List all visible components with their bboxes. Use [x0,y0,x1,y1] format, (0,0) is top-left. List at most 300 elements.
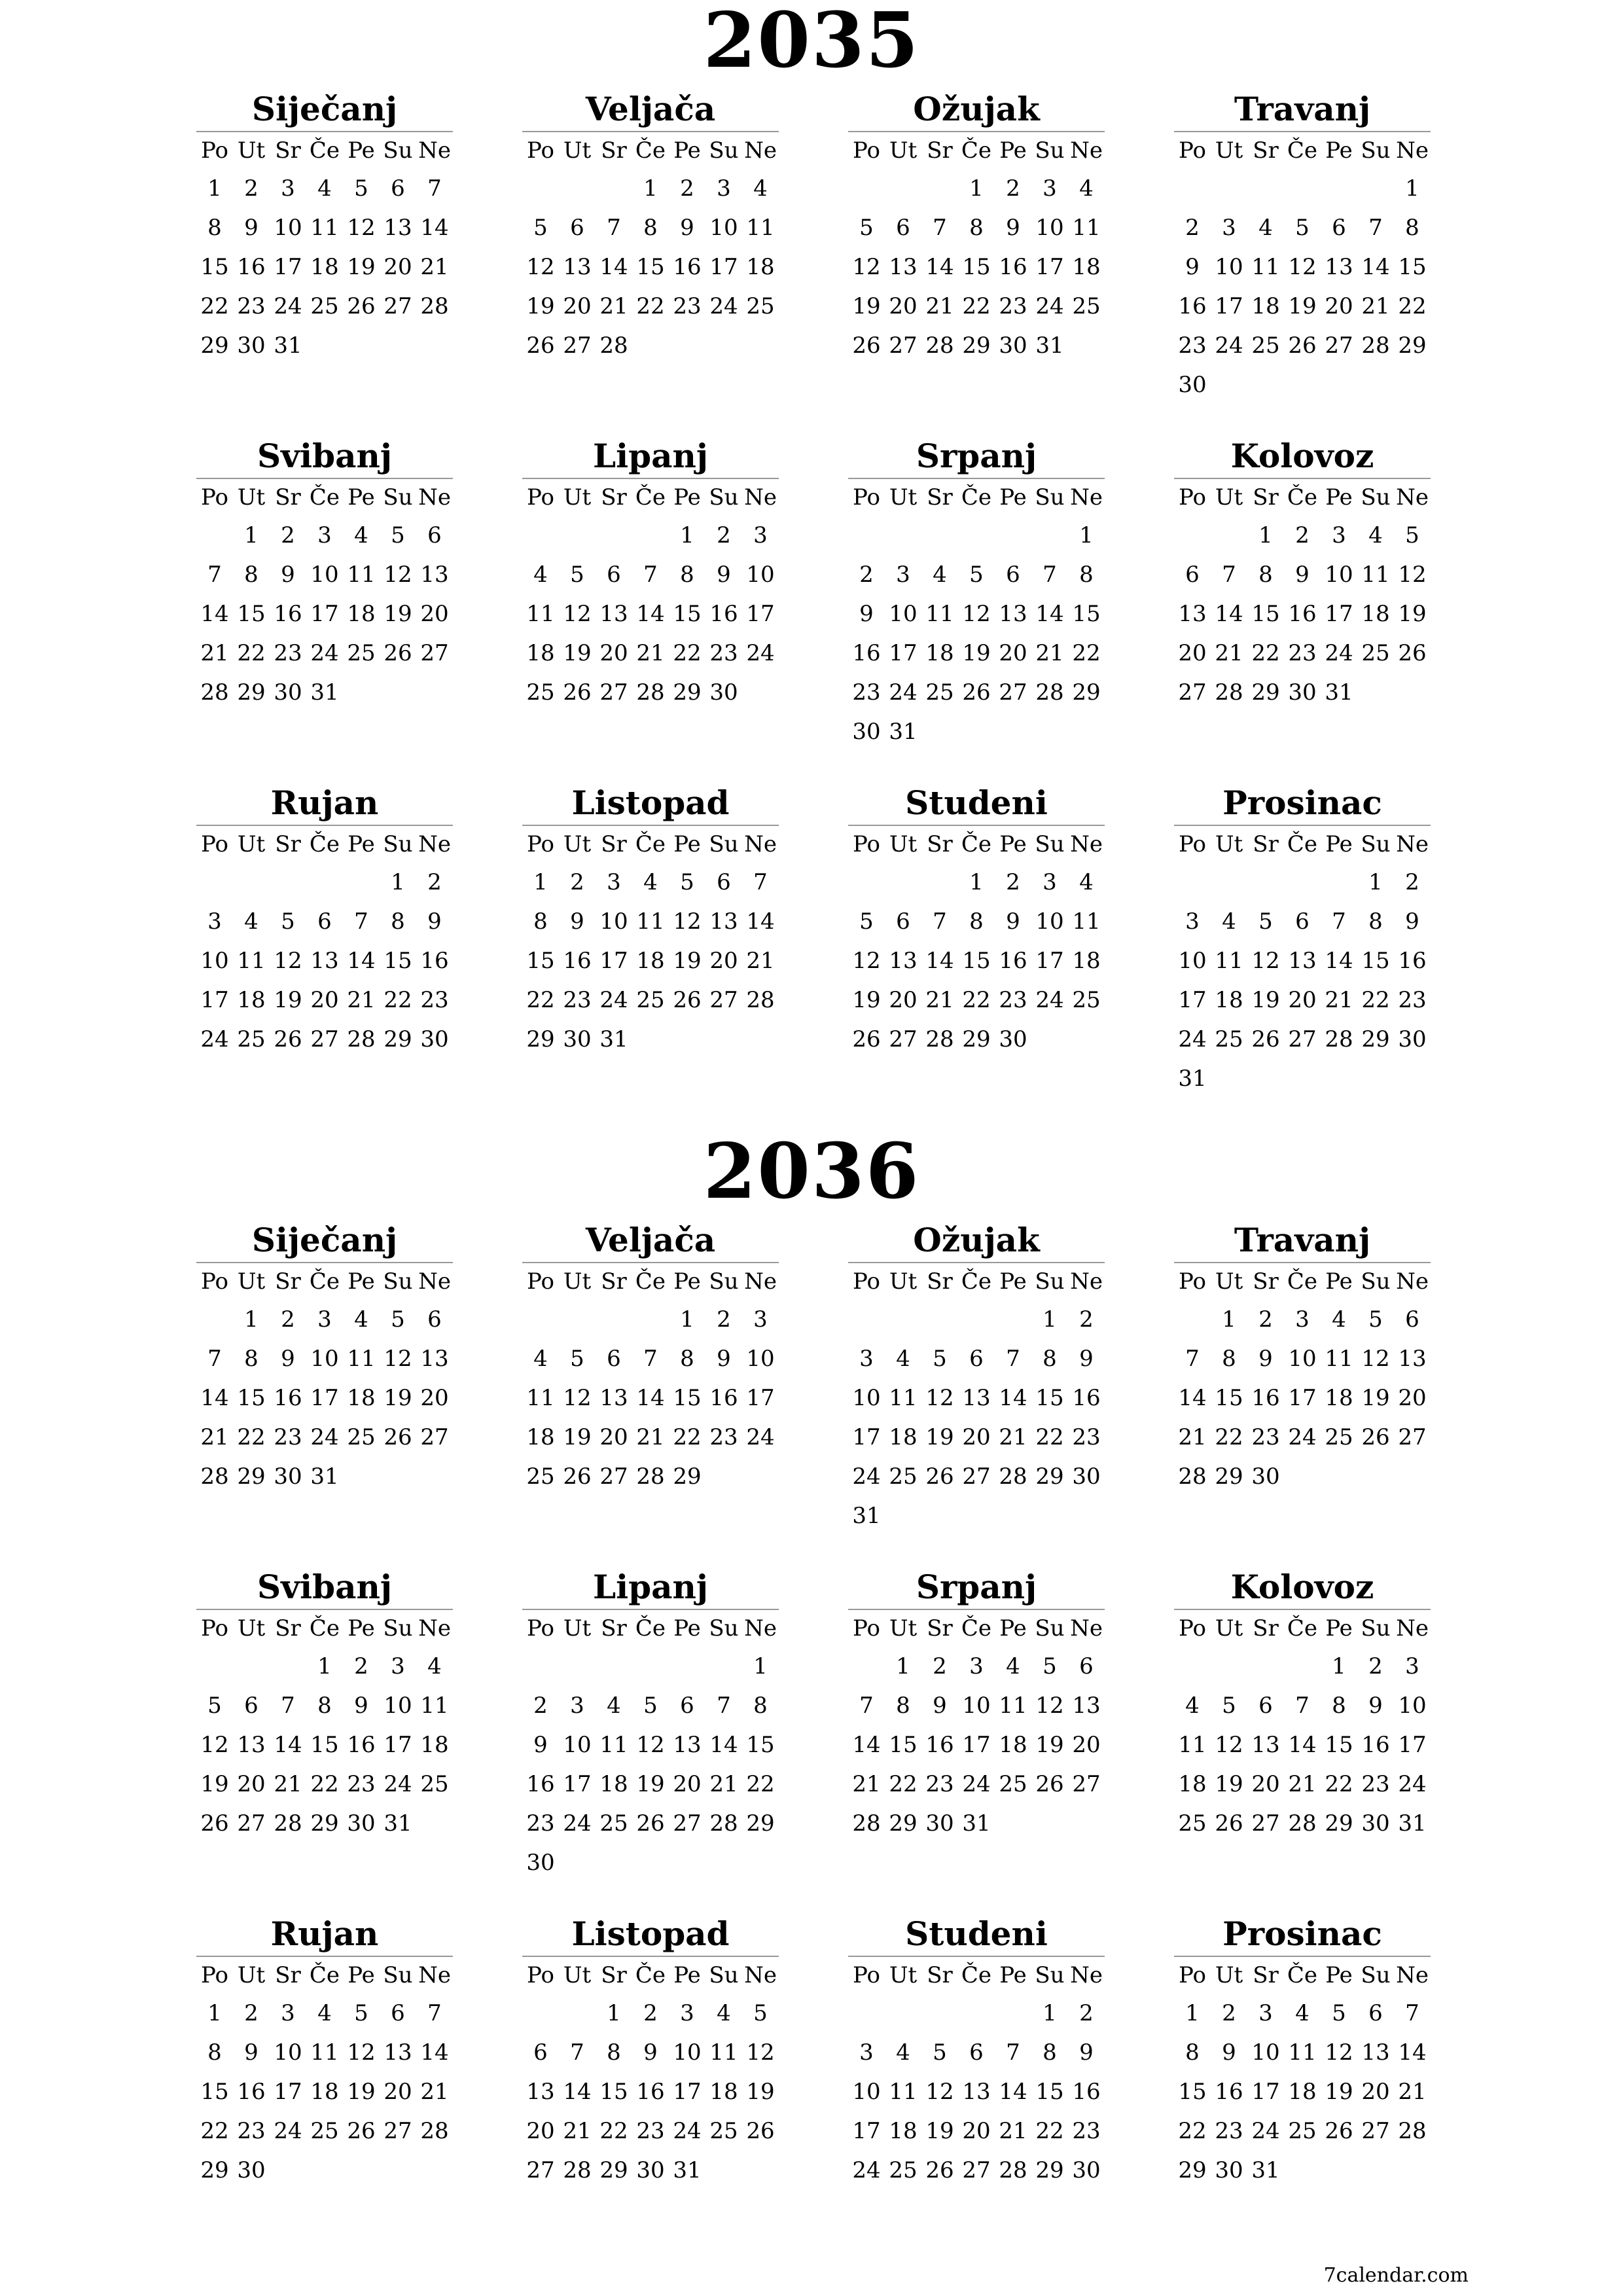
day-number: 6 [317,908,332,935]
day-number: 28 [1288,1810,1317,1837]
day-number: 19 [563,1424,592,1450]
day-number: 6 [1295,908,1310,935]
day-number: 16 [237,254,266,280]
day-number: 9 [244,2039,259,2066]
weekday-label: Ne [744,1268,777,1295]
weekday-label: Ut [237,484,266,511]
day-grid [196,516,453,712]
day-number: 1 [1043,2000,1057,2026]
day-number: 9 [1295,562,1310,588]
day-number: 7 [207,562,222,588]
weekday-label: Sr [275,1962,301,1988]
weekday-label: Ut [563,1268,592,1295]
day-grid [1174,1994,1431,2190]
day-number: 22 [237,1424,266,1450]
day-number: 3 [859,2039,874,2066]
day-number: 23 [1398,987,1427,1013]
day-number: 20 [237,1771,266,1797]
weekday-label: Ut [237,137,266,164]
day-number: 20 [599,1424,628,1450]
day-number: 25 [599,1810,628,1837]
day-number: 24 [310,1424,339,1450]
weekday-label: Pe [348,831,375,857]
day-number: 1 [207,175,222,202]
day-number: 27 [889,1026,918,1052]
day-number: 20 [709,948,738,974]
day-grid [522,169,779,365]
day-number: 21 [1288,1771,1317,1797]
weekday-label: Pe [1325,137,1353,164]
day-number: 16 [420,948,449,974]
day-number: 15 [962,254,991,280]
day-number: 24 [962,1771,991,1797]
day-number: 14 [563,2079,592,2105]
weekday-label: Su [709,1615,739,1641]
day-number: 18 [1178,1771,1207,1797]
day-number: 12 [1251,948,1280,974]
day-number: 20 [889,293,918,319]
day-number: 1 [969,175,984,202]
weekday-label: Pe [348,1268,375,1295]
day-number: 10 [1288,1346,1317,1372]
day-number: 16 [274,601,302,627]
month-name: Veljača [585,1221,716,1259]
day-number: 25 [1251,332,1280,359]
day-number: 25 [237,1026,266,1052]
day-number: 3 [1185,908,1200,935]
day-number: 14 [347,948,376,974]
day-number: 22 [889,1771,918,1797]
day-number: 29 [1325,1810,1353,1837]
weekday-label: Ut [237,1615,266,1641]
day-number: 26 [383,1424,412,1450]
day-number: 31 [1398,1810,1427,1837]
day-number: 4 [1222,908,1236,935]
day-number: 17 [383,1732,412,1758]
day-number: 1 [207,2000,222,2026]
day-number: 22 [200,293,229,319]
weekday-label: Če [1287,1268,1318,1295]
day-number: 24 [599,987,628,1013]
day-number: 31 [599,1026,628,1052]
day-number: 19 [347,254,376,280]
day-number: 8 [1222,1346,1236,1372]
day-grid [196,1647,453,1843]
month-3 [848,1219,1105,1566]
day-number: 26 [1325,2118,1353,2144]
day-number: 26 [852,332,881,359]
day-number: 2 [427,869,442,895]
day-number: 23 [1072,2118,1101,2144]
day-number: 15 [200,2079,229,2105]
day-number: 8 [969,215,984,241]
day-number: 21 [925,293,954,319]
day-number: 11 [420,1693,449,1719]
day-number: 24 [1178,1026,1207,1052]
day-number: 25 [636,987,665,1013]
month-9 [196,1912,453,2259]
day-number: 30 [420,1026,449,1052]
day-number: 5 [1332,2000,1346,2026]
day-number: 25 [420,1771,449,1797]
day-number: 2 [1258,1306,1273,1333]
day-number: 26 [1035,1771,1064,1797]
weekday-label: Sr [1253,1962,1279,1988]
day-number: 17 [1398,1732,1427,1758]
day-number: 24 [274,2118,302,2144]
day-number: 6 [969,2039,984,2066]
day-number: 18 [310,2079,339,2105]
day-number: 17 [852,2118,881,2144]
day-number: 19 [962,640,991,666]
day-number: 10 [310,562,339,588]
day-number: 16 [709,1385,738,1411]
day-number: 31 [310,1463,339,1490]
day-number: 16 [999,948,1027,974]
weekday-label: Po [1179,1962,1206,1988]
site-credit: 7calendar.com [1323,2264,1469,2287]
day-number: 27 [1072,1771,1101,1797]
weekday-label: Su [709,831,739,857]
day-number: 8 [607,2039,621,2066]
day-number: 21 [200,1424,229,1450]
day-number: 8 [533,908,548,935]
day-number: 23 [999,293,1027,319]
day-number: 3 [1258,2000,1273,2026]
weekday-label: Sr [927,137,953,164]
day-number: 14 [709,1732,738,1758]
day-number: 13 [709,908,738,935]
day-number: 2 [1185,215,1200,241]
month-name: Veljača [585,90,716,128]
day-number: 23 [636,2118,665,2144]
day-number: 9 [1006,215,1020,241]
day-number: 19 [852,987,881,1013]
day-number: 20 [526,2118,555,2144]
weekday-label: Sr [927,1615,953,1641]
day-number: 21 [746,948,775,974]
day-number: 15 [1178,2079,1207,2105]
day-number: 7 [1405,2000,1419,2026]
day-number: 21 [999,2118,1027,2144]
day-number: 11 [925,601,954,627]
weekday-label: Pe [1325,1268,1353,1295]
weekday-label: Su [709,484,739,511]
day-number: 3 [317,1306,332,1333]
day-number: 7 [1332,908,1346,935]
day-number: 29 [310,1810,339,1837]
day-number: 1 [1332,1653,1346,1679]
day-number: 26 [852,1026,881,1052]
day-number: 7 [1368,215,1383,241]
weekday-label: Ut [889,1962,918,1988]
day-number: 12 [962,601,991,627]
weekday-label: Če [1287,1615,1318,1641]
day-number: 31 [889,719,918,745]
day-number: 3 [391,1653,405,1679]
weekday-label: Sr [927,831,953,857]
day-number: 14 [599,254,628,280]
day-number: 5 [859,908,874,935]
day-number: 2 [533,1693,548,1719]
day-number: 5 [1368,1306,1383,1333]
day-number: 30 [237,332,266,359]
day-number: 15 [1361,948,1390,974]
day-number: 15 [673,1385,702,1411]
weekday-header [1174,1956,1431,1994]
day-number: 27 [1325,332,1353,359]
day-number: 12 [925,2079,954,2105]
day-number: 4 [533,1346,548,1372]
day-grid [522,516,779,712]
day-number: 21 [1035,640,1064,666]
day-number: 18 [526,1424,555,1450]
day-number: 21 [1361,293,1390,319]
day-number: 20 [563,293,592,319]
weekday-label: Če [1287,484,1318,511]
day-number: 27 [420,640,449,666]
day-number: 29 [599,2157,628,2183]
day-number: 3 [281,175,295,202]
weekday-label: Ne [744,831,777,857]
day-number: 27 [962,2157,991,2183]
day-number: 2 [1295,522,1310,548]
day-number: 6 [717,869,731,895]
day-number: 4 [1368,522,1383,548]
day-number: 25 [999,1771,1027,1797]
day-number: 13 [1361,2039,1390,2066]
day-number: 5 [1405,522,1419,548]
day-number: 26 [1251,1026,1280,1052]
weekday-label: Su [1035,137,1065,164]
month-11 [848,1912,1105,2259]
weekday-label: Ne [418,484,451,511]
day-number: 21 [599,293,628,319]
day-number: 30 [709,679,738,706]
day-number: 4 [1332,1306,1346,1333]
day-number: 9 [281,1346,295,1372]
month-7 [848,1566,1105,1912]
weekday-header [1174,478,1431,516]
weekday-label: Ut [889,137,918,164]
day-number: 16 [852,640,881,666]
day-number: 27 [599,679,628,706]
month-name: Srpanj [916,1568,1037,1606]
weekday-label: Ne [744,137,777,164]
weekday-label: Ne [1070,1962,1103,1988]
weekday-label: Po [201,1615,228,1641]
day-number: 19 [383,601,412,627]
weekday-label: Pe [348,1615,375,1641]
day-number: 25 [1072,293,1101,319]
day-number: 11 [599,1732,628,1758]
day-number: 17 [274,2079,302,2105]
day-number: 30 [1398,1026,1427,1052]
day-number: 9 [1405,908,1419,935]
day-grid [848,516,1105,751]
weekday-label: Pe [999,831,1027,857]
day-number: 13 [599,1385,628,1411]
weekday-label: Su [1035,1615,1065,1641]
day-number: 17 [889,640,918,666]
weekday-label: Pe [999,1962,1027,1988]
weekday-header [522,478,779,516]
day-grid [1174,1300,1431,1496]
day-number: 20 [673,1771,702,1797]
day-number: 5 [1222,1693,1236,1719]
day-number: 8 [391,908,405,935]
day-number: 20 [420,601,449,627]
day-number: 24 [1035,293,1064,319]
day-number: 29 [1215,1463,1243,1490]
day-number: 5 [570,562,584,588]
day-number: 2 [859,562,874,588]
day-number: 30 [1361,1810,1390,1837]
day-number: 26 [1288,332,1317,359]
day-number: 23 [526,1810,555,1837]
weekday-label: Su [1361,484,1391,511]
weekday-label: Po [527,1615,554,1641]
weekday-label: Sr [601,831,627,857]
day-number: 20 [1178,640,1207,666]
day-number: 18 [889,1424,918,1450]
day-number: 19 [274,987,302,1013]
day-number: 14 [420,215,449,241]
day-number: 27 [999,679,1027,706]
day-number: 4 [933,562,947,588]
weekday-label: Ut [563,831,592,857]
day-number: 7 [933,908,947,935]
day-number: 24 [1398,1771,1427,1797]
day-number: 12 [1398,562,1427,588]
day-number: 4 [354,1306,368,1333]
weekday-label: Če [309,484,340,511]
day-number: 28 [420,2118,449,2144]
day-number: 5 [933,1346,947,1372]
day-number: 14 [274,1732,302,1758]
weekday-label: Pe [348,1962,375,1988]
day-number: 29 [200,2157,229,2183]
weekday-label: Po [1179,1615,1206,1641]
day-number: 2 [1006,175,1020,202]
day-number: 11 [1072,215,1101,241]
month-name: Prosinac [1222,783,1382,822]
weekday-label: Pe [673,137,701,164]
day-number: 29 [1035,2157,1064,2183]
weekday-label: Po [201,484,228,511]
weekday-label: Po [201,137,228,164]
day-number: 24 [1325,640,1353,666]
day-number: 1 [244,1306,259,1333]
day-number: 9 [1258,1346,1273,1372]
day-number: 31 [310,679,339,706]
day-number: 10 [673,2039,702,2066]
weekday-label: Če [961,1615,992,1641]
day-number: 17 [1215,293,1243,319]
day-number: 22 [200,2118,229,2144]
day-number: 18 [310,254,339,280]
weekday-label: Pe [999,484,1027,511]
day-number: 14 [200,1385,229,1411]
day-number: 15 [310,1732,339,1758]
day-grid [848,863,1105,1059]
day-number: 18 [1251,293,1280,319]
day-number: 29 [1035,1463,1064,1490]
weekday-label: Ne [1396,831,1429,857]
day-number: 24 [1251,2118,1280,2144]
day-number: 14 [1215,601,1243,627]
weekday-label: Ne [418,137,451,164]
month-12 [1174,1912,1431,2259]
weekday-label: Po [527,1962,554,1988]
weekday-label: Su [1361,1962,1391,1988]
day-number: 19 [636,1771,665,1797]
day-number: 17 [1325,601,1353,627]
day-number: 3 [1332,522,1346,548]
weekday-label: Ne [1396,137,1429,164]
weekday-label: Pe [1325,831,1353,857]
day-number: 23 [1361,1771,1390,1797]
weekday-label: Ne [1396,1962,1429,1988]
day-number: 8 [1368,908,1383,935]
month-name: Rujan [270,783,379,822]
day-number: 12 [1215,1732,1243,1758]
day-number: 15 [1035,2079,1064,2105]
day-number: 23 [563,987,592,1013]
day-number: 18 [709,2079,738,2105]
day-number: 14 [1178,1385,1207,1411]
day-number: 25 [1361,640,1390,666]
day-number: 11 [526,1385,555,1411]
day-number: 6 [607,562,621,588]
day-number: 13 [237,1732,266,1758]
day-number: 1 [1185,2000,1200,2026]
weekday-label: Ut [1215,831,1243,857]
day-number: 13 [1178,601,1207,627]
day-number: 25 [1215,1026,1243,1052]
month-name: Srpanj [916,437,1037,475]
day-number: 6 [680,1693,694,1719]
day-number: 28 [1398,2118,1427,2144]
day-number: 12 [925,1385,954,1411]
day-number: 21 [999,1424,1027,1450]
day-number: 28 [347,1026,376,1052]
day-number: 26 [1215,1810,1243,1837]
weekday-label: Ne [1396,1268,1429,1295]
weekday-label: Po [1179,137,1206,164]
day-number: 8 [1185,2039,1200,2066]
weekday-header [1174,1262,1431,1300]
day-number: 27 [237,1810,266,1837]
day-number: 22 [746,1771,775,1797]
weekday-label: Ne [418,831,451,857]
day-number: 23 [852,679,881,706]
day-number: 11 [746,215,775,241]
weekday-label: Ut [237,1268,266,1295]
day-grid [522,863,779,1059]
day-number: 6 [391,2000,405,2026]
day-number: 13 [962,2079,991,2105]
weekday-label: Sr [927,484,953,511]
weekday-label: Pe [1325,1962,1353,1988]
weekday-label: Ne [1070,1268,1103,1295]
weekday-label: Su [1361,137,1391,164]
day-number: 10 [563,1732,592,1758]
month-12 [1174,781,1431,1128]
day-number: 4 [607,1693,621,1719]
weekday-label: Pe [673,484,701,511]
day-number: 2 [1006,869,1020,895]
